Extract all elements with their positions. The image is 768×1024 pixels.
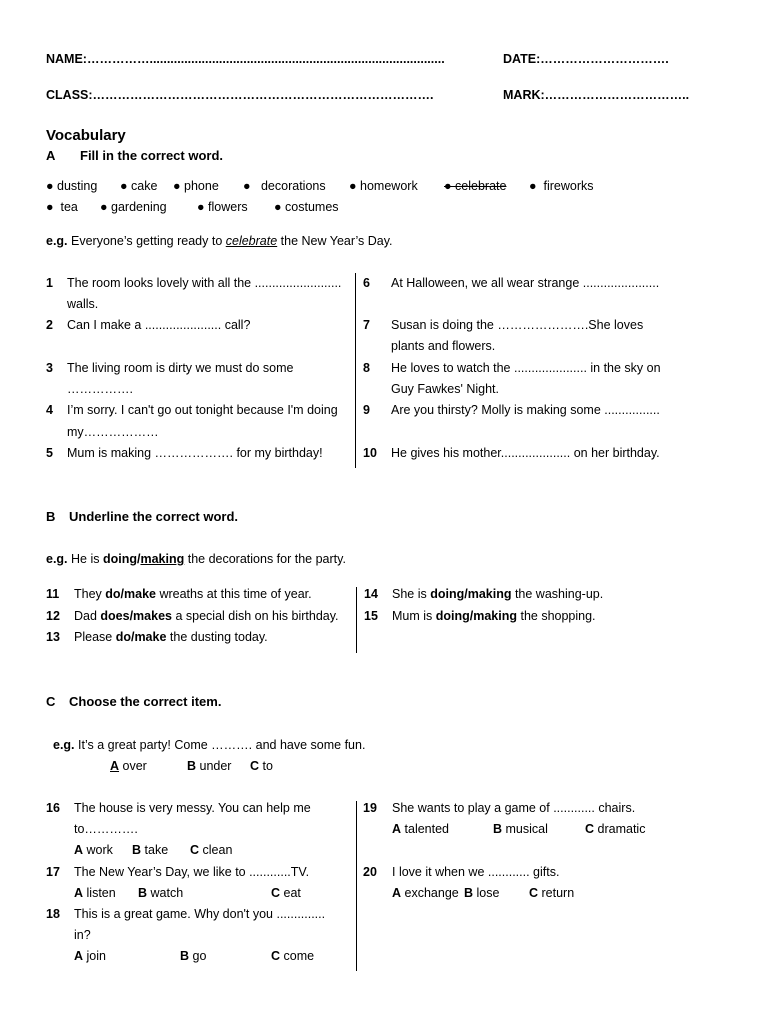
question-text: to…………. (74, 822, 138, 836)
word-bank-item: ● flowers (197, 200, 248, 214)
section-b-instruction: Underline the correct word. (69, 509, 239, 524)
question-number: 3 (46, 361, 53, 375)
option-a: A exchange (392, 886, 459, 900)
example-option-b: B under (187, 759, 232, 773)
question-text: She is doing/making the washing-up. (392, 587, 604, 601)
question-text: ……………. (67, 382, 133, 396)
question-number: 11 (46, 587, 60, 601)
option-a: A talented (392, 822, 449, 836)
question-text: in? (74, 928, 91, 942)
question-text: She wants to play a game of ............ chairs. (392, 801, 636, 815)
word-bank-item: ● costumes (274, 200, 339, 214)
section-b-letter: B (46, 509, 56, 524)
word-bank-item: ● fireworks (529, 179, 594, 193)
question-number: 14 (364, 587, 378, 601)
question-number: 20 (363, 865, 377, 879)
question-text: He gives his mother.................... on her birthday. (391, 446, 660, 460)
question-text: Susan is doing the ………………….She loves (391, 318, 644, 332)
section-a-example: e.g. Everyone’s getting ready to celebrate the New Year’s Day. (46, 234, 393, 248)
option-a: A work (74, 843, 113, 857)
question-text: walls. (67, 297, 99, 311)
question-text: The room looks lovely with all the ......................... (67, 276, 342, 290)
word-bank-item: ● decorations (243, 179, 326, 193)
question-text: They do/make wreaths at this time of year. (74, 587, 312, 601)
word-options: does/makes (100, 609, 172, 623)
option-b: B go (180, 949, 207, 963)
section-c-letter: C (46, 694, 56, 709)
section-c-example: e.g. It’s a great party! Come ………. and have some fun. (53, 738, 366, 752)
question-text: The living room is dirty we must do some (67, 361, 294, 375)
question-number: 18 (46, 907, 60, 921)
question-number: 16 (46, 801, 60, 815)
option-b: B musical (493, 822, 548, 836)
question-text: my……………… (67, 425, 159, 439)
example-answer: making (140, 552, 185, 566)
question-number: 8 (363, 361, 370, 375)
question-number: 17 (46, 865, 60, 879)
question-text: Please do/make the dusting today. (74, 630, 268, 644)
question-text: Can I make a ...................... call? (67, 318, 251, 332)
word-options: do/make (115, 630, 167, 644)
option-c: C dramatic (585, 822, 646, 836)
question-number: 13 (46, 630, 60, 644)
word-bank-item: ● dusting (46, 179, 98, 193)
question-number: 7 (363, 318, 370, 332)
section-title: Vocabulary (46, 127, 126, 144)
question-text: Mum is making ………………. for my birthday! (67, 446, 323, 460)
question-text: Are you thirsty? Molly is making some ................ (391, 403, 660, 417)
option-c: C return (529, 886, 575, 900)
question-text: Guy Fawkes' Night. (391, 382, 499, 396)
question-text: At Halloween, we all wear strange ...................... (391, 276, 660, 290)
option-c: C eat (271, 886, 301, 900)
question-number: 12 (46, 609, 60, 623)
word-bank-item: ● phone (173, 179, 219, 193)
option-a: A listen (74, 886, 116, 900)
question-number: 10 (363, 446, 377, 460)
question-text: I love it when we ............ gifts. (392, 865, 560, 879)
section-b-example: e.g. He is doing/making the decorations for the party. (46, 552, 346, 566)
option-b: B watch (138, 886, 184, 900)
question-number: 1 (46, 276, 53, 290)
column-divider (355, 273, 356, 468)
question-text: plants and flowers. (391, 339, 496, 353)
word-options: doing/making (435, 609, 517, 623)
mark-field: MARK:…………………………….. (503, 88, 690, 102)
question-text: Mum is doing/making the shopping. (392, 609, 596, 623)
question-text: He loves to watch the ..................... in the sky on (391, 361, 661, 375)
question-number: 9 (363, 403, 370, 417)
example-answer: celebrate (225, 234, 278, 248)
name-field: NAME:……………..................................................................................... (46, 52, 445, 66)
option-a: A join (74, 949, 106, 963)
question-number: 4 (46, 403, 53, 417)
word-bank-item: ● homework (349, 179, 418, 193)
question-text: I’m sorry. I can't go out tonight because I'm doing (67, 403, 338, 417)
question-text: The house is very messy. You can help me (74, 801, 311, 815)
question-text: Dad does/makes a special dish on his birthday. (74, 609, 339, 623)
word-bank-item: ● gardening (100, 200, 167, 214)
question-text: The New Year’s Day, we like to ............TV. (74, 865, 310, 879)
column-divider (356, 587, 357, 653)
word-bank-item: ● tea (46, 200, 78, 214)
question-number: 5 (46, 446, 53, 460)
question-number: 15 (364, 609, 378, 623)
section-a-instruction: Fill in the correct word. (80, 148, 224, 163)
section-a-letter: A (46, 148, 56, 163)
word-bank-item: ● cake (120, 179, 158, 193)
option-c: C come (271, 949, 315, 963)
word-options: do/make (105, 587, 156, 601)
option-b: B take (132, 843, 169, 857)
question-number: 6 (363, 276, 370, 290)
section-c-instruction: Choose the correct item. (69, 694, 222, 709)
example-option-c: C to (250, 759, 273, 773)
question-number: 19 (363, 801, 377, 815)
class-field: CLASS:………………………………………………………………………. (46, 88, 434, 102)
date-field: DATE:…………………………. (503, 52, 669, 66)
question-number: 2 (46, 318, 53, 332)
option-c: C clean (190, 843, 233, 857)
question-text: This is a great game. Why don't you .............. (74, 907, 326, 921)
option-b: B lose (464, 886, 500, 900)
column-divider (356, 801, 357, 971)
word-options: doing/making (430, 587, 512, 601)
example-option-a: A over (110, 759, 147, 773)
word-bank-item-crossed: ● celebrate (444, 179, 507, 193)
